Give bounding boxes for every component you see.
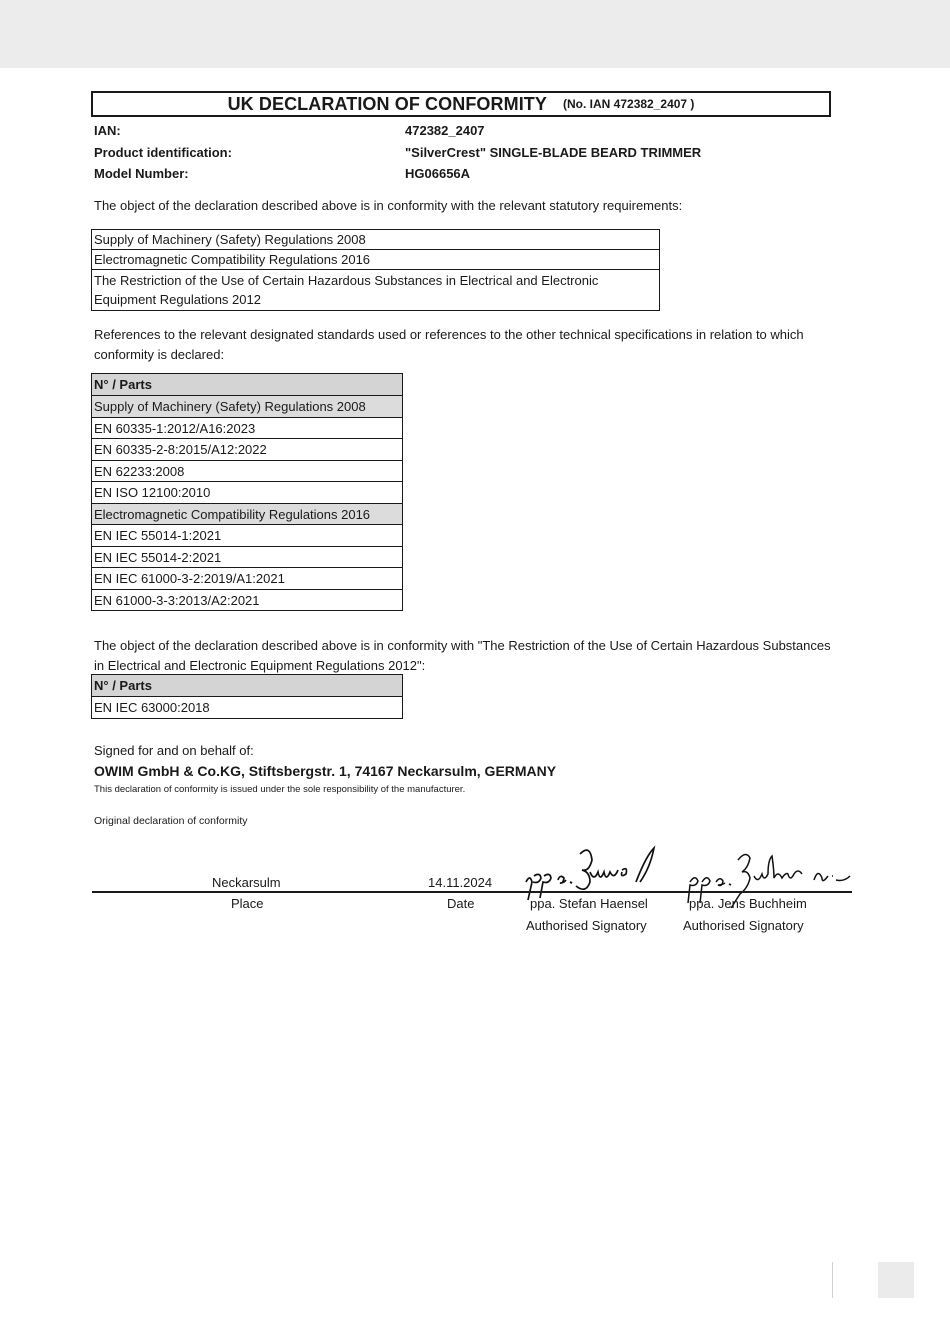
parts-header: N° / Parts bbox=[92, 374, 403, 396]
page-number-box bbox=[878, 1262, 914, 1298]
signatory-1-role: Authorised Signatory bbox=[526, 918, 647, 933]
declaration-title: UK DECLARATION OF CONFORMITY bbox=[227, 93, 548, 114]
signature-line bbox=[92, 891, 852, 893]
table-row bbox=[92, 439, 403, 461]
declaration-number: (No. IAN 472382_2407 ) bbox=[563, 97, 695, 111]
regulation-cell: Electromagnetic Compatibility Regulations 2016 bbox=[92, 250, 660, 270]
standard-cell: EN IEC 55014-2:2021 bbox=[92, 547, 403, 568]
table-row bbox=[92, 568, 403, 590]
standard-cell: EN 61000-3-3:2013/A2:2021 bbox=[92, 590, 403, 611]
standard-cell: EN ISO 12100:2010 bbox=[92, 482, 403, 504]
standard-cell: EN IEC 61000-3-2:2019/A1:2021 bbox=[92, 568, 403, 590]
group-heading: Supply of Machinery (Safety) Regulations 2008 bbox=[92, 396, 403, 418]
standard-cell: EN 60335-1:2012/A16:2023 bbox=[92, 418, 403, 439]
declaration-title-box bbox=[91, 91, 831, 117]
table-header-row bbox=[92, 675, 403, 697]
place-value: Neckarsulm bbox=[212, 875, 281, 890]
company-address: OWIM GmbH & Co.KG, Stiftsbergstr. 1, 74167 Neckarsulm, GERMANY bbox=[94, 763, 557, 779]
signatory-2-role: Authorised Signatory bbox=[683, 918, 804, 933]
table-row bbox=[92, 697, 403, 719]
standard-cell: EN 60335-2-8:2015/A12:2022 bbox=[92, 439, 403, 461]
regulation-cell: The Restriction of the Use of Certain Hazardous Substances in Electrical and Electronic Equipment Regulations 2012 bbox=[92, 270, 660, 311]
table-row bbox=[92, 525, 403, 547]
table-row bbox=[92, 418, 403, 439]
regulation-cell: Supply of Machinery (Safety) Regulations 2008 bbox=[92, 230, 660, 250]
date-value: 14.11.2024 bbox=[428, 875, 493, 890]
responsibility-note: This declaration of conformity is issued under the sole responsibility of the manufacturer. bbox=[94, 784, 466, 795]
table-row bbox=[92, 461, 403, 482]
model-number-value: HG06656A bbox=[405, 166, 471, 181]
top-band bbox=[0, 0, 950, 68]
regulation-row bbox=[92, 230, 660, 250]
conformity-statement: The object of the declaration described above is in conformity with the relevant statutory requirements: bbox=[94, 198, 683, 213]
parts-header: N° / Parts bbox=[92, 675, 403, 697]
regulations-table bbox=[91, 229, 660, 311]
references-text: References to the relevant designated standards used or references to the other technical specifications in relation to which conformity is declared: bbox=[94, 327, 804, 362]
table-row bbox=[92, 590, 403, 611]
product-identification-label: Product identification: bbox=[94, 145, 232, 160]
rohs-table bbox=[91, 674, 403, 719]
group-row bbox=[92, 396, 403, 418]
regulation-row bbox=[92, 250, 660, 270]
ian-label: IAN: bbox=[94, 123, 121, 138]
place-label: Place bbox=[231, 896, 264, 911]
standard-cell: EN IEC 63000:2018 bbox=[92, 697, 403, 719]
product-identification-value: "SilverCrest" SINGLE-BLADE BEARD TRIMMER bbox=[405, 145, 702, 160]
signed-label: Signed for and on behalf of: bbox=[94, 743, 254, 758]
rohs-statement: The object of the declaration described above is in conformity with "The Restriction of the Use of Certain Hazardous Substances in Electrical and Electronic Equipment Regulations 2012": bbox=[94, 638, 831, 673]
model-number-label: Model Number: bbox=[94, 166, 189, 181]
standard-cell: EN IEC 55014-1:2021 bbox=[92, 525, 403, 547]
ian-value: 472382_2407 bbox=[405, 123, 485, 138]
date-label: Date bbox=[447, 896, 475, 911]
signatory-2-name: ppa. Jens Buchheim bbox=[689, 896, 807, 911]
signatory-1-name: ppa. Stefan Haensel bbox=[530, 896, 648, 911]
group-heading: Electromagnetic Compatibility Regulations 2016 bbox=[92, 504, 403, 525]
table-header-row bbox=[92, 374, 403, 396]
original-declaration-note: Original declaration of conformity bbox=[94, 815, 248, 827]
group-row bbox=[92, 504, 403, 525]
page-number-divider bbox=[832, 1262, 833, 1298]
table-row bbox=[92, 482, 403, 504]
standard-cell: EN 62233:2008 bbox=[92, 461, 403, 482]
signature-haensel bbox=[518, 842, 658, 904]
table-row bbox=[92, 547, 403, 568]
standards-table bbox=[91, 373, 403, 611]
regulation-row bbox=[92, 270, 660, 311]
